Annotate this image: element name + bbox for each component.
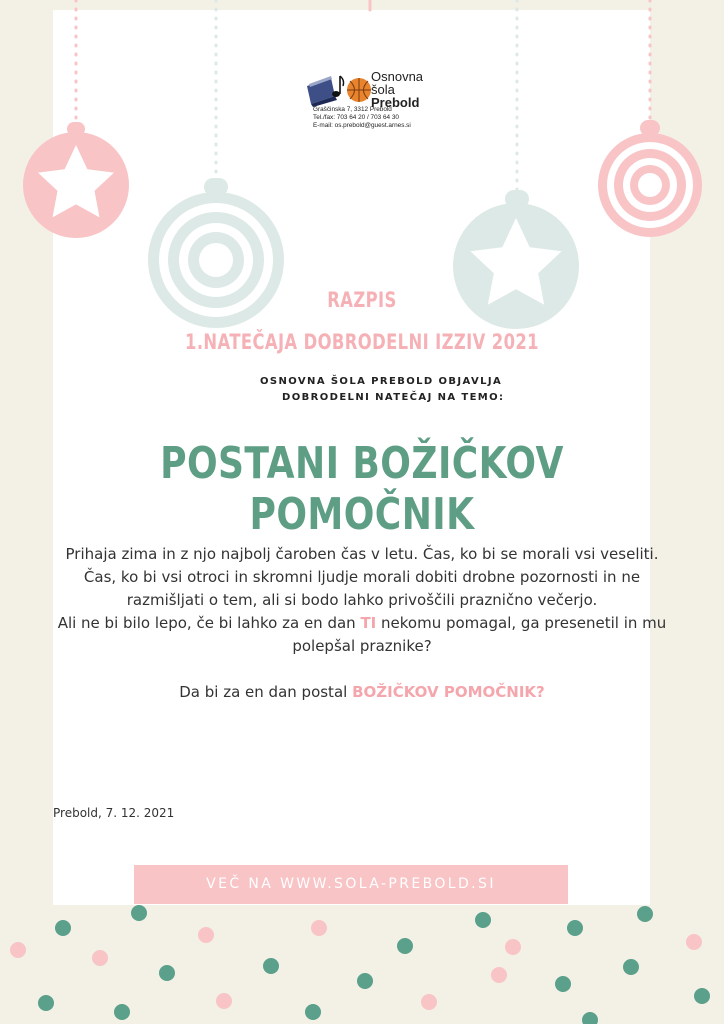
heading-razpis: RAZPIS [327,288,397,312]
body-p3-before: Da bi za en dan postal [179,683,353,701]
body-paragraph-3 [55,681,669,704]
body-p2-before: Ali ne bi bilo lepo, če bi lahko za en dan [57,614,361,632]
school-address: Graščinska 7, 3312 Prebold [313,106,392,113]
page-title: POSTANI BOŽIČKOV POMOČNIK [160,438,564,540]
school-name-line3: Prebold [371,95,420,110]
body-paragraph-1: Prihaja zima in z njo najbolj čaroben čas v letu. Čas, ko bi se morali vsi veseliti. Čas, ko bi vsi otroci in skromni ljudje morali dobiti drobne pozornosti in ne razmišljati o tem, ali si bodo lahko privoščili praznično večerjo. [65,545,659,609]
ornament-mint-star-right [453,0,579,329]
school-logo-icon [305,72,375,108]
school-name-line2: šola [371,82,395,97]
announce-line2: DOBRODELNI NATEČAJ NA TEMO: [282,392,505,403]
body-p2-after: nekomu pomagal, ga presenetil in mu polepšal praznike? [292,614,667,655]
body-p2-highlight: TI [360,614,377,632]
school-phone: Tel./fax: 703 64 20 / 703 64 30 [313,114,399,121]
announce-line1: OSNOVNA ŠOLA PREBOLD OBJAVLJA [260,376,503,387]
website-link-button[interactable]: VEČ NA WWW.SOLA-PREBOLD.SI [134,865,568,904]
school-name [371,70,423,109]
ornament-mint-rings-left [148,0,284,328]
polka-dots [10,905,710,1024]
body-paragraph-2 [55,612,669,658]
heading-contest: 1.NATEČAJA DOBRODELNI IZZIV 2021 [185,330,539,354]
date-location: Prebold, 7. 12. 2021 [53,806,175,820]
school-email: E-mail: os.prebold@guest.arnes.si [313,122,411,129]
body-text [55,543,669,704]
ornament-pink-rings-right [598,0,702,237]
body-p3-highlight: BOŽIČKOV POMOČNIK? [352,683,545,701]
school-contact [313,106,443,130]
ornament-pink-star-left [23,0,129,238]
school-logo [305,70,445,132]
school-name-line1: Osnovna [371,69,424,84]
